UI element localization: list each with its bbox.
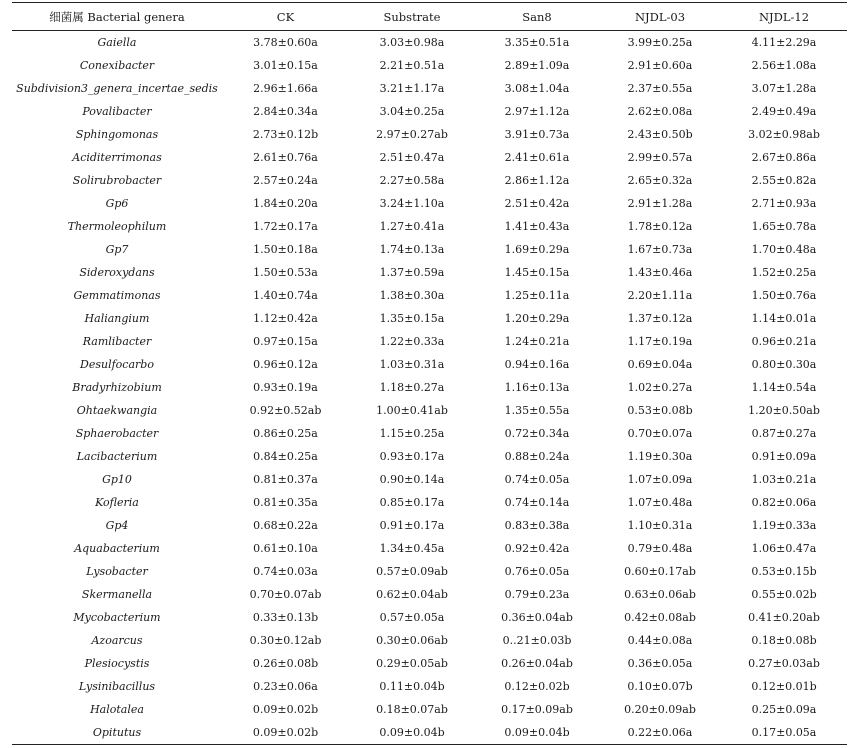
substrate-cell: 1.38±0.30a xyxy=(379,289,445,302)
njdl-03-cell: 0.53±0.08b xyxy=(627,404,693,417)
ck-cell: 0.84±0.25a xyxy=(253,450,318,463)
genus-cell: Lacibacterium xyxy=(76,450,158,463)
njdl-12-cell: 0.25±0.09a xyxy=(751,703,817,716)
table-row xyxy=(12,238,847,261)
njdl-12-cell: 2.67±0.86a xyxy=(751,151,817,164)
genus-cell: Gp6 xyxy=(105,197,129,210)
san8-cell: 0.74±0.05a xyxy=(504,473,570,486)
san8-cell: 3.08±1.04a xyxy=(504,82,570,95)
header-njdl-12: NJDL-12 xyxy=(758,9,810,24)
genus-cell: Desulfocarbo xyxy=(80,358,154,371)
table-row xyxy=(12,606,847,629)
njdl-03-cell: 1.17±0.19a xyxy=(627,335,693,348)
njdl-12-cell: 0.91±0.09a xyxy=(751,450,817,463)
njdl-12-cell: 1.19±0.33a xyxy=(751,519,817,532)
substrate-cell: 1.22±0.33a xyxy=(379,335,445,348)
njdl-03-cell: 1.07±0.48a xyxy=(627,496,693,509)
header-ck: CK xyxy=(276,9,295,24)
table-row xyxy=(12,376,847,399)
njdl-03-cell: 2.65±0.32a xyxy=(627,174,693,187)
substrate-cell: 1.15±0.25a xyxy=(379,427,445,440)
table-row xyxy=(12,721,847,745)
genus-cell: Mycobacterium xyxy=(73,611,161,624)
table-row xyxy=(12,537,847,560)
njdl-12-cell: 1.20±0.50ab xyxy=(748,404,820,417)
genus-cell: Ohtaekwangia xyxy=(76,404,158,417)
table-row xyxy=(12,77,847,100)
san8-cell: 0.79±0.23a xyxy=(504,588,570,601)
table-row xyxy=(12,100,847,123)
njdl-03-cell: 1.02±0.27a xyxy=(627,381,693,394)
substrate-cell: 2.21±0.51a xyxy=(379,59,445,72)
njdl-03-cell: 2.91±0.60a xyxy=(627,59,693,72)
njdl-12-cell: 1.14±0.54a xyxy=(751,381,817,394)
ck-cell: 0.93±0.19a xyxy=(253,381,318,394)
san8-cell: 1.24±0.21a xyxy=(504,335,570,348)
san8-cell: 0.94±0.16a xyxy=(504,358,570,371)
ck-cell: 0.74±0.03a xyxy=(253,565,318,578)
njdl-12-cell: 0.87±0.27a xyxy=(751,427,817,440)
substrate-cell: 0.29±0.05ab xyxy=(376,657,448,670)
table-row xyxy=(12,353,847,376)
san8-cell: 1.35±0.55a xyxy=(504,404,570,417)
san8-cell: 0.88±0.24a xyxy=(504,450,570,463)
genus-cell: Gp7 xyxy=(105,243,129,256)
table-row xyxy=(12,169,847,192)
table-row xyxy=(12,330,847,353)
njdl-03-cell: 1.10±0.31a xyxy=(627,519,693,532)
ck-cell: 1.72±0.17a xyxy=(253,220,318,233)
njdl-03-cell: 1.67±0.73a xyxy=(627,243,693,256)
san8-cell: 2.51±0.42a xyxy=(504,197,570,210)
table-row xyxy=(12,54,847,77)
ck-cell: 0.26±0.08b xyxy=(252,657,319,670)
table-body xyxy=(12,31,847,745)
ck-cell: 0.09±0.02b xyxy=(252,703,319,716)
substrate-cell: 0.62±0.04ab xyxy=(376,588,448,601)
substrate-cell: 2.27±0.58a xyxy=(379,174,445,187)
njdl-12-cell: 4.11±2.29a xyxy=(751,36,817,49)
genus-cell: Conexibacter xyxy=(79,59,155,72)
njdl-03-cell: 2.62±0.08a xyxy=(627,105,693,118)
san8-cell: 2.41±0.61a xyxy=(504,151,570,164)
table-row xyxy=(12,629,847,652)
table-row xyxy=(12,491,847,514)
header-substrate: Substrate xyxy=(383,9,441,24)
table-row xyxy=(12,445,847,468)
ck-cell: 0.97±0.15a xyxy=(253,335,318,348)
substrate-cell: 2.51±0.47a xyxy=(379,151,445,164)
ck-cell: 0.33±0.13b xyxy=(252,611,319,624)
table-row xyxy=(12,215,847,238)
substrate-cell: 0.93±0.17a xyxy=(379,450,445,463)
genus-cell: Gp4 xyxy=(105,519,129,532)
njdl-03-cell: 0.22±0.06a xyxy=(627,726,693,739)
substrate-cell: 1.00±0.41ab xyxy=(376,404,448,417)
san8-cell: 0.76±0.05a xyxy=(504,565,570,578)
table-row xyxy=(12,123,847,146)
njdl-12-cell: 2.49±0.49a xyxy=(751,105,817,118)
substrate-cell: 3.24±1.10a xyxy=(379,197,445,210)
substrate-cell: 0.90±0.14a xyxy=(379,473,445,486)
san8-cell: 1.25±0.11a xyxy=(504,289,570,302)
njdl-12-cell: 1.14±0.01a xyxy=(751,312,817,325)
table-row xyxy=(12,422,847,445)
substrate-cell: 1.18±0.27a xyxy=(379,381,445,394)
table-row xyxy=(12,652,847,675)
genus-cell: Gaiella xyxy=(97,36,137,49)
header-njdl-03: NJDL-03 xyxy=(634,9,686,24)
san8-cell: 0.92±0.42a xyxy=(504,542,570,555)
ck-cell: 2.57±0.24a xyxy=(253,174,318,187)
genus-cell: Gemmatimonas xyxy=(73,289,161,302)
table-row xyxy=(12,284,847,307)
genus-cell: Lysinibacillus xyxy=(78,680,156,693)
njdl-12-cell: 1.03±0.21a xyxy=(751,473,817,486)
san8-cell: 0.83±0.38a xyxy=(504,519,570,532)
san8-cell: 0.17±0.09ab xyxy=(501,703,573,716)
genus-cell: Haliangium xyxy=(84,312,150,325)
ck-cell: 0.86±0.25a xyxy=(253,427,318,440)
ck-cell: 0.81±0.37a xyxy=(253,473,318,486)
ck-cell: 1.12±0.42a xyxy=(253,312,318,325)
genus-cell: Opitutus xyxy=(92,726,142,739)
ck-cell: 0.30±0.12ab xyxy=(249,634,322,647)
genus-cell: Subdivision3_genera_incertae_sedis xyxy=(16,82,218,95)
san8-cell: 2.89±1.09a xyxy=(504,59,570,72)
genus-cell: Aciditerrimonas xyxy=(72,151,162,164)
genus-cell: Plesiocystis xyxy=(84,657,150,670)
njdl-03-cell: 1.07±0.09a xyxy=(627,473,693,486)
table-row xyxy=(12,560,847,583)
ck-cell: 0.68±0.22a xyxy=(253,519,318,532)
table-row xyxy=(12,468,847,491)
table-row xyxy=(12,192,847,215)
njdl-12-cell: 0.18±0.08b xyxy=(751,634,817,647)
ck-cell: 3.01±0.15a xyxy=(253,59,318,72)
san8-cell: 2.97±1.12a xyxy=(504,105,570,118)
table-header xyxy=(12,3,847,31)
ck-cell: 1.40±0.74a xyxy=(253,289,318,302)
san8-cell: 0.74±0.14a xyxy=(504,496,570,509)
table-row xyxy=(12,31,847,55)
njdl-12-cell: 0.82±0.06a xyxy=(751,496,817,509)
san8-cell: 1.41±0.43a xyxy=(504,220,570,233)
ck-cell: 0.81±0.35a xyxy=(253,496,318,509)
header-san8: San8 xyxy=(522,9,552,24)
njdl-03-cell: 0.20±0.09ab xyxy=(624,703,696,716)
substrate-cell: 0.91±0.17a xyxy=(379,519,445,532)
njdl-03-cell: 0.44±0.08a xyxy=(627,634,693,647)
njdl-12-cell: 0.55±0.02b xyxy=(751,588,817,601)
njdl-12-cell: 1.50±0.76a xyxy=(751,289,817,302)
njdl-03-cell: 1.37±0.12a xyxy=(627,312,693,325)
genus-cell: Sideroxydans xyxy=(79,266,155,279)
njdl-12-cell: 0.80±0.30a xyxy=(751,358,817,371)
substrate-cell: 1.27±0.41a xyxy=(379,220,445,233)
substrate-cell: 0.57±0.05a xyxy=(379,611,445,624)
njdl-12-cell: 1.52±0.25a xyxy=(751,266,817,279)
table-row xyxy=(12,583,847,606)
njdl-03-cell: 2.20±1.11a xyxy=(627,289,693,302)
table-row xyxy=(12,675,847,698)
san8-cell: 1.45±0.15a xyxy=(504,266,570,279)
njdl-03-cell: 0.63±0.06ab xyxy=(624,588,696,601)
ck-cell: 0.92±0.52ab xyxy=(249,404,322,417)
ck-cell: 2.73±0.12b xyxy=(252,128,319,141)
san8-cell: 0.12±0.02b xyxy=(504,680,570,693)
header-row xyxy=(12,3,847,31)
table-row xyxy=(12,146,847,169)
ck-cell: 0.96±0.12a xyxy=(253,358,318,371)
genus-cell: Halotalea xyxy=(90,703,144,716)
ck-cell: 2.61±0.76a xyxy=(253,151,318,164)
san8-cell: 1.16±0.13a xyxy=(504,381,570,394)
njdl-03-cell: 1.78±0.12a xyxy=(627,220,693,233)
njdl-12-cell: 0.41±0.20ab xyxy=(748,611,820,624)
ck-cell: 0.09±0.02b xyxy=(252,726,319,739)
substrate-cell: 0.85±0.17a xyxy=(379,496,445,509)
njdl-03-cell: 2.37±0.55a xyxy=(627,82,693,95)
njdl-12-cell: 1.70±0.48a xyxy=(751,243,817,256)
san8-cell: 0..21±0.03b xyxy=(502,634,572,647)
table-row xyxy=(12,307,847,330)
njdl-03-cell: 3.99±0.25a xyxy=(627,36,693,49)
njdl-03-cell: 2.99±0.57a xyxy=(627,151,693,164)
ck-cell: 1.50±0.18a xyxy=(253,243,318,256)
genus-cell: Kofleria xyxy=(95,496,139,509)
njdl-03-cell: 0.79±0.48a xyxy=(627,542,693,555)
genus-cell: Solirubrobacter xyxy=(72,174,162,187)
njdl-12-cell: 0.12±0.01b xyxy=(751,680,817,693)
san8-cell: 1.69±0.29a xyxy=(504,243,570,256)
njdl-12-cell: 1.65±0.78a xyxy=(751,220,817,233)
substrate-cell: 1.34±0.45a xyxy=(379,542,445,555)
san8-cell: 0.09±0.04b xyxy=(504,726,570,739)
san8-cell: 0.26±0.04ab xyxy=(501,657,573,670)
substrate-cell: 0.57±0.09ab xyxy=(376,565,448,578)
substrate-cell: 0.30±0.06ab xyxy=(376,634,448,647)
ck-cell: 0.23±0.06a xyxy=(253,680,318,693)
ck-cell: 0.61±0.10a xyxy=(253,542,318,555)
substrate-cell: 0.18±0.07ab xyxy=(376,703,448,716)
genus-cell: Aquabacterium xyxy=(74,542,160,555)
substrate-cell: 1.35±0.15a xyxy=(379,312,445,325)
bacterial-genera-table xyxy=(12,2,847,745)
header-genus: 细菌属 Bacterial genera xyxy=(49,9,185,24)
table-row xyxy=(12,698,847,721)
njdl-12-cell: 2.56±1.08a xyxy=(751,59,817,72)
njdl-12-cell: 0.27±0.03ab xyxy=(748,657,820,670)
njdl-03-cell: 0.69±0.04a xyxy=(627,358,693,371)
substrate-cell: 1.03±0.31a xyxy=(379,358,445,371)
njdl-12-cell: 3.02±0.98ab xyxy=(748,128,820,141)
san8-cell: 0.72±0.34a xyxy=(504,427,570,440)
san8-cell: 2.86±1.12a xyxy=(504,174,570,187)
genus-cell: Gp10 xyxy=(102,473,132,486)
genus-cell: Povalibacter xyxy=(82,105,152,118)
substrate-cell: 3.04±0.25a xyxy=(379,105,445,118)
njdl-12-cell: 0.96±0.21a xyxy=(751,335,817,348)
njdl-12-cell: 2.71±0.93a xyxy=(751,197,817,210)
substrate-cell: 1.74±0.13a xyxy=(379,243,445,256)
njdl-03-cell: 0.42±0.08ab xyxy=(624,611,696,624)
njdl-03-cell: 2.43±0.50b xyxy=(627,128,693,141)
njdl-12-cell: 1.06±0.47a xyxy=(751,542,817,555)
ck-cell: 2.96±1.66a xyxy=(253,82,318,95)
ck-cell: 1.50±0.53a xyxy=(253,266,318,279)
ck-cell: 1.84±0.20a xyxy=(253,197,318,210)
njdl-12-cell: 0.53±0.15b xyxy=(751,565,817,578)
substrate-cell: 3.03±0.98a xyxy=(379,36,445,49)
genus-cell: Ramlibacter xyxy=(82,335,152,348)
njdl-03-cell: 1.43±0.46a xyxy=(627,266,693,279)
genus-cell: Thermoleophilum xyxy=(67,220,167,233)
njdl-03-cell: 0.60±0.17ab xyxy=(624,565,696,578)
san8-cell: 3.91±0.73a xyxy=(504,128,570,141)
genus-cell: Sphaerobacter xyxy=(75,427,159,440)
bacterial-genera-table-container xyxy=(12,2,847,745)
substrate-cell: 2.97±0.27ab xyxy=(376,128,448,141)
genus-cell: Lysobacter xyxy=(86,565,148,578)
genus-cell: Skermanella xyxy=(81,588,153,601)
ck-cell: 3.78±0.60a xyxy=(253,36,318,49)
njdl-12-cell: 0.17±0.05a xyxy=(751,726,817,739)
njdl-03-cell: 0.36±0.05a xyxy=(627,657,693,670)
substrate-cell: 3.21±1.17a xyxy=(379,82,445,95)
njdl-03-cell: 2.91±1.28a xyxy=(627,197,693,210)
substrate-cell: 1.37±0.59a xyxy=(379,266,445,279)
genus-cell: Sphingomonas xyxy=(75,128,159,141)
ck-cell: 0.70±0.07ab xyxy=(249,588,322,601)
genus-cell: Bradyrhizobium xyxy=(72,381,162,394)
table-row xyxy=(12,514,847,537)
njdl-03-cell: 1.19±0.30a xyxy=(627,450,693,463)
njdl-12-cell: 3.07±1.28a xyxy=(751,82,817,95)
san8-cell: 1.20±0.29a xyxy=(504,312,570,325)
table-row xyxy=(12,261,847,284)
njdl-03-cell: 0.10±0.07b xyxy=(627,680,693,693)
table-row xyxy=(12,399,847,422)
san8-cell: 0.36±0.04ab xyxy=(501,611,573,624)
san8-cell: 3.35±0.51a xyxy=(504,36,570,49)
njdl-12-cell: 2.55±0.82a xyxy=(751,174,817,187)
substrate-cell: 0.09±0.04b xyxy=(379,726,445,739)
njdl-03-cell: 0.70±0.07a xyxy=(627,427,693,440)
substrate-cell: 0.11±0.04b xyxy=(379,680,445,693)
ck-cell: 2.84±0.34a xyxy=(253,105,318,118)
genus-cell: Azoarcus xyxy=(91,634,143,647)
